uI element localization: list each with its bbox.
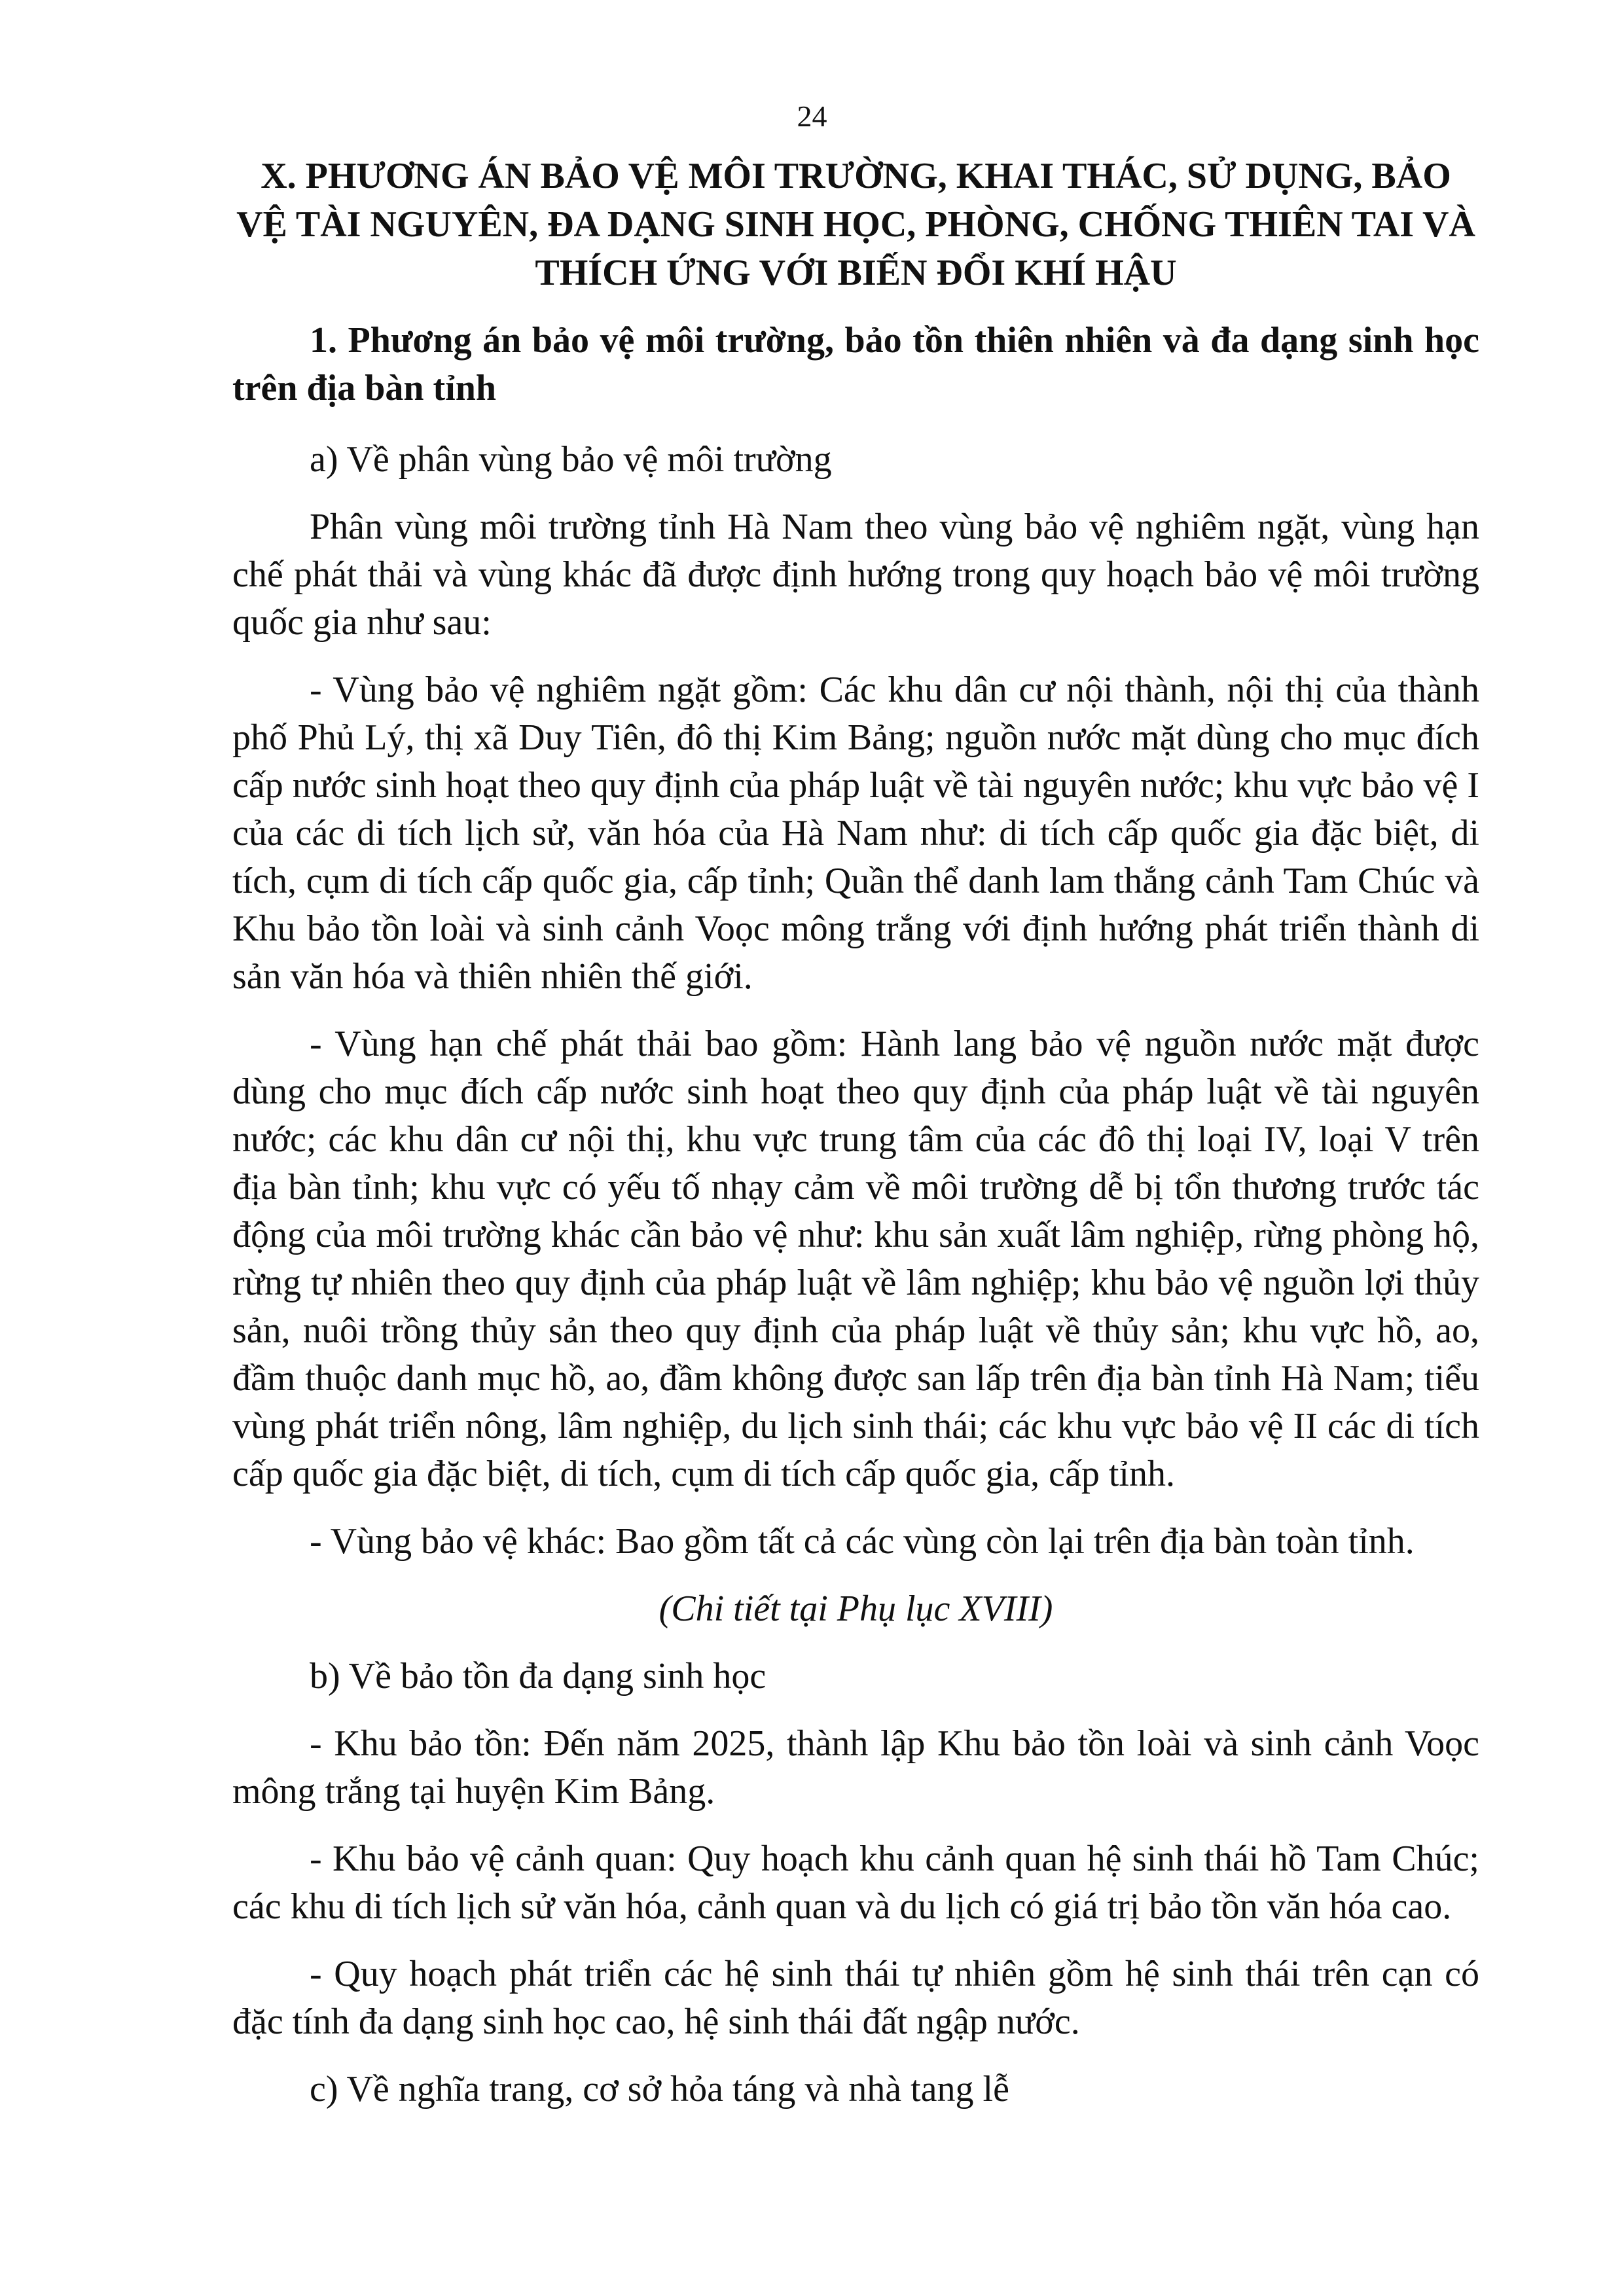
strict-protection-zone-paragraph: - Vùng bảo vệ nghiêm ngặt gồm: Các khu dân cư nội thành, nội thị của thành phố Phủ Lý, thị xã Duy Tiên, đô thị Kim Bảng; nguồn nước mặt dùng cho mục đích cấp nước sinh hoạt theo quy định của pháp luật về tài nguyên nước; khu vực bảo vệ I của các di tích lịch sử, văn hóa của Hà Nam như: di tích cấp quốc gia đặc biệt, di tích, cụm di tích cấp quốc gia, cấp tỉnh; Quần thể danh lam thắng cảnh Tam Chúc và Khu bảo tồn loài và sinh cảnh Voọc mông trắng với định hướng phát triển thành di sản văn hóa và thiên nhiên thế giới.: [232, 670, 1479, 997]
conservation-area-paragraph: - Khu bảo tồn: Đến năm 2025, thành lập Khu bảo tồn loài và sinh cảnh Voọc mông trắng tại huyện Kim Bảng.: [232, 1723, 1479, 1812]
appendix-note: (Chi tiết tại Phụ lục XVIII): [659, 1588, 1053, 1629]
emission-limit-zone-paragraph: - Vùng hạn chế phát thải bao gồm: Hành lang bảo vệ nguồn nước mặt được dùng cho mục đích cấp nước sinh hoạt theo quy định của pháp luật về tài nguyên nước; các khu dân cư nội thị, khu vực trung tâm của các đô thị loại IV, loại V trên địa bàn tỉnh; khu vực có yếu tố nhạy cảm về môi trường dễ bị tổn thương trước tác động của môi trường khác cần bảo vệ như: khu sản xuất lâm nghiệp, rừng phòng hộ, rừng tự nhiên theo quy định của pháp luật về lâm nghiệp; khu bảo vệ nguồn lợi thủy sản, nuôi trồng thủy sản theo quy định của pháp luật về thủy sản; khu vực hồ, ao, đầm thuộc danh mục hồ, ao, đầm không được san lấp trên địa bàn tỉnh Hà Nam; tiểu vùng phát triển nông, lâm nghiệp, du lịch sinh thái; các khu vực bảo vệ II các di tích cấp quốc gia đặc biệt, di tích, cụm di tích cấp quốc gia, cấp tỉnh.: [232, 1024, 1479, 1494]
page-number: 24: [797, 99, 827, 133]
section-heading: X. PHƯƠNG ÁN BẢO VỆ MÔI TRƯỜNG, KHAI THÁC, SỬ DỤNG, BẢO VỆ TÀI NGUYÊN, ĐA DẠNG SINH HỌC, PHÒNG, CHỐNG THIÊN TAI VÀ THÍCH ỨNG VỚI BIẾN ĐỔI KHÍ HẬU: [236, 156, 1475, 293]
subsection-b-title: b) Về bảo tồn đa dạng sinh học: [310, 1656, 767, 1696]
subsection-a-title: a) Về phân vùng bảo vệ môi trường: [310, 439, 832, 480]
subsection-c-title: c) Về nghĩa trang, cơ sở hỏa táng và nhà tang lễ: [310, 2069, 1009, 2109]
zoning-intro-paragraph: Phân vùng môi trường tỉnh Hà Nam theo vùng bảo vệ nghiêm ngặt, vùng hạn chế phát thải và vùng khác đã được định hướng trong quy hoạch bảo vệ môi trường quốc gia như sau:: [232, 507, 1479, 643]
subsection-heading: 1. Phương án bảo vệ môi trường, bảo tồn thiên nhiên và đa dạng sinh học trên địa bàn tỉnh: [232, 320, 1479, 408]
landscape-protection-paragraph: - Khu bảo vệ cảnh quan: Quy hoạch khu cảnh quan hệ sinh thái hồ Tam Chúc; các khu di tích lịch sử văn hóa, cảnh quan và du lịch có giá trị bảo tồn văn hóa cao.: [232, 1839, 1479, 1927]
page-content: [232, 152, 1479, 2133]
ecosystem-planning-paragraph: - Quy hoạch phát triển các hệ sinh thái tự nhiên gồm hệ sinh thái trên cạn có đặc tính đa dạng sinh học cao, hệ sinh thái đất ngập nước.: [232, 1954, 1479, 2042]
other-zone-paragraph: - Vùng bảo vệ khác: Bao gồm tất cả các vùng còn lại trên địa bàn toàn tỉnh.: [310, 1521, 1415, 1562]
